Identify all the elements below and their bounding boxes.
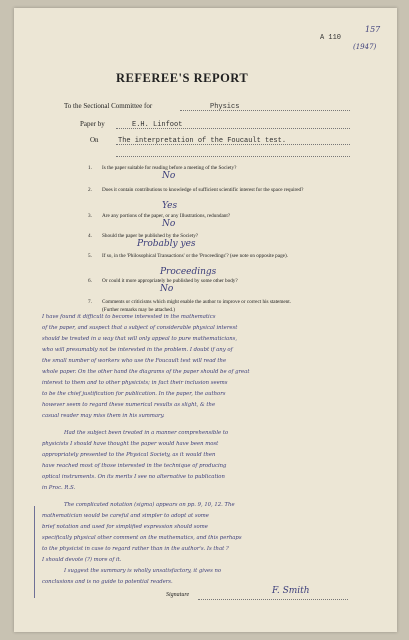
comment-line: to the physicist in case to regard rather than in the author's. Is that ?	[42, 546, 229, 552]
comment-line: of the paper, and suspect that a subject of considerable physical interest	[42, 325, 238, 331]
comment-line: brief notation and used for simplified expression should some	[42, 524, 208, 530]
comment-line: casual reader may miss them in his summary.	[42, 413, 165, 419]
on-value: The interpretation of the Foucault test.	[118, 137, 287, 145]
question-4: 4. Should the paper be published by the Society?	[88, 233, 199, 239]
comment-line: I suggest the summary is wholly unsatisfactory, it gives no	[64, 568, 222, 574]
comment-line: physicists I should have thought the paper would have been most	[42, 441, 219, 447]
page-title: REFEREE'S REPORT	[116, 71, 249, 85]
margin-mark	[34, 506, 35, 598]
signature-line	[198, 599, 348, 600]
comment-line: should be treated in a way that will only appeal to pure mathematicians,	[42, 336, 238, 342]
paper-by-label: Paper by	[80, 120, 105, 128]
comment-line: the small number of workers who use the Foucault test will read the	[42, 358, 227, 364]
comment-line: to be the chief justification for publication. In the paper, the authors	[42, 391, 226, 397]
paper-by-value: E.H. Linfoot	[132, 121, 183, 129]
question-2: 2. Does it contain contributions to knowledge of sufficient scientific interest for the space required?	[88, 187, 304, 193]
handwritten-page-number: 157	[365, 25, 381, 34]
committee-line	[180, 110, 350, 111]
handwritten-year: (1947)	[353, 43, 377, 51]
comment-line: I have found it difficult to become interested in the mathematics	[42, 314, 216, 320]
question-7: 7. Comments or criticisms which might enable the author to improve or correct his statement.	[88, 299, 292, 305]
comment-line: whole paper. On the other hand the diagrams of the paper should be of great	[42, 369, 250, 375]
on-label: On	[90, 136, 99, 144]
question-6: 6. Or could it more appropriately be published by some other body?	[88, 278, 238, 284]
comment-line: mathematician would be careful and simpler to adopt at some	[42, 513, 209, 519]
comment-line: optical instruments. On its merits I see no alternative to publication	[42, 474, 225, 480]
answer-4: Probably yes	[137, 239, 196, 249]
question-7-subtext: (Further remarks may be attached.)	[102, 307, 176, 313]
comment-line: The complicated notation (sigma) appears on pp. 9, 10, 12. The	[64, 502, 235, 508]
comment-line: conclusions and is no guide to potential readers.	[42, 579, 173, 585]
answer-5: Proceedings	[160, 267, 217, 277]
reference-code: A 110	[320, 34, 342, 42]
answer-2: Yes	[162, 201, 178, 211]
comment-line: in Proc. R.S.	[42, 485, 76, 491]
handwritten-comments	[42, 312, 372, 588]
comment-line: I should devote (?) more of it.	[42, 557, 122, 563]
answer-1: No	[162, 171, 176, 181]
signature-value: F. Smith	[272, 586, 310, 596]
on-line-2	[116, 156, 350, 157]
committee-value: Physics	[210, 103, 240, 111]
comment-line: have reached most of those interested in the technique of producing	[42, 463, 227, 469]
comment-line: appropriately presented to the Physical Society, as it would then	[42, 452, 216, 458]
comment-line: who will presumably not be interested in the problem. I doubt if any of	[42, 347, 233, 353]
question-5: 5. If so, in the 'Philosophical Transactions' or the 'Proceedings'? (see note on opposite page).	[88, 253, 288, 259]
question-1: 1. Is the paper suitable for reading before a meeting of the Society?	[88, 165, 237, 171]
signature-label: Signature	[166, 592, 190, 598]
comment-line: however seem to regard these numerical results as slight, & the	[42, 402, 216, 408]
comment-line: interest to them and to other physicists; in fact their inclusion seems	[42, 380, 228, 386]
answer-3: No	[162, 219, 176, 229]
comment-line: specifically physical other comment on the mathematics, and this perhaps	[42, 535, 242, 541]
committee-label: To the Sectional Committee for	[64, 102, 153, 110]
question-3: 3. Are any portions of the paper, or any Illustrations, redundant?	[88, 213, 231, 219]
report-sheet	[14, 8, 397, 632]
comment-line: Had the subject been treated in a manner comprehensible to	[64, 430, 229, 436]
answer-6: No	[160, 284, 174, 294]
